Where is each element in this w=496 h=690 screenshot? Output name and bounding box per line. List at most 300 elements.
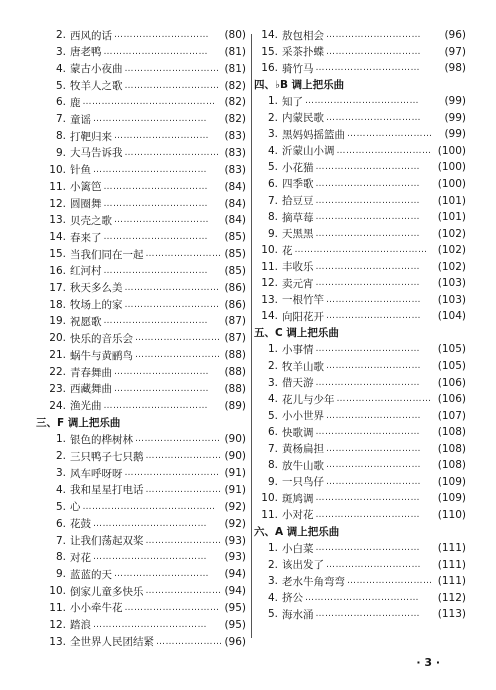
entry-leader-dots: ……………………………… — [93, 619, 207, 630]
toc-entry[interactable] — [258, 258, 466, 276]
toc-entry[interactable] — [46, 77, 246, 95]
entry-number: 11. — [261, 260, 278, 273]
entry-number: 10. — [261, 244, 278, 257]
entry-page: (89) — [224, 399, 246, 412]
toc-entry[interactable] — [46, 279, 246, 297]
toc-entry[interactable] — [258, 506, 466, 524]
entry-leader-dots: …………………………… — [315, 377, 420, 388]
entry-number: 3. — [55, 467, 66, 480]
entry-leader-dots: …………………………… — [315, 195, 420, 206]
entry-number: 7. — [55, 534, 66, 547]
entry-page: (106) — [437, 376, 466, 389]
entry-leader-dots: ………………………… — [124, 80, 220, 91]
entry-number: 8. — [267, 459, 278, 472]
section-heading: 五、C 调上把乐曲 — [254, 327, 339, 340]
entry-number: 12. — [49, 618, 66, 631]
toc-entry[interactable] — [258, 109, 466, 127]
entry-leader-dots: …………………… — [145, 249, 222, 260]
entry-page: (99) — [444, 111, 466, 124]
entry-leader-dots: …………………… — [145, 451, 222, 462]
entry-title: 牧羊山歌 — [282, 360, 324, 373]
entry-leader-dots: …………………… — [145, 535, 222, 546]
entry-title: 圆圈舞 — [70, 198, 102, 210]
toc-entry[interactable] — [46, 633, 246, 651]
toc-entry[interactable] — [258, 92, 466, 110]
entry-title: 黄杨扁担 — [282, 443, 324, 456]
entry-title: 让我们荡起双桨 — [70, 535, 144, 547]
entry-title: 三只鸭子七只鹅 — [70, 450, 144, 463]
entry-title: 鹿 — [70, 96, 81, 109]
entry-number: 14. — [49, 231, 66, 244]
entry-title: 贝壳之歌 — [70, 214, 112, 227]
entry-leader-dots: ……………………… — [135, 350, 221, 361]
entry-number: 14. — [261, 29, 278, 41]
entry-title: 针鱼 — [70, 164, 91, 177]
entry-number: 5. — [267, 608, 278, 621]
entry-title: 唐老鸭 — [70, 46, 102, 59]
entry-number: 5. — [267, 409, 278, 422]
entry-title: 秋天多么美 — [70, 282, 123, 295]
entry-leader-dots: …………………………………… — [294, 245, 428, 256]
entry-title: 天黑黑 — [282, 228, 314, 241]
entry-page: (100) — [437, 144, 466, 157]
entry-title: 采茶扑蝶 — [282, 46, 324, 59]
entry-page: (87) — [224, 332, 246, 345]
entry-page: (107) — [437, 409, 466, 422]
entry-page: (96) — [444, 29, 466, 41]
entry-leader-dots: ………………………… — [326, 294, 421, 305]
entry-leader-dots: ……………………… — [347, 129, 433, 140]
entry-leader-dots: ………………………… — [336, 145, 432, 156]
entry-page: (81) — [224, 45, 246, 58]
toc-entry[interactable] — [258, 340, 466, 358]
toc-entry[interactable] — [258, 26, 466, 44]
entry-leader-dots: ……………………………… — [305, 592, 419, 603]
entry-leader-dots: ……………………………… — [93, 552, 207, 563]
entry-page: (99) — [444, 95, 466, 108]
entry-title: 红河村 — [70, 265, 102, 278]
toc-entry[interactable] — [258, 43, 466, 61]
entry-title: 该出发了 — [282, 559, 324, 572]
entry-page: (85) — [224, 248, 246, 261]
toc-entry[interactable] — [46, 464, 246, 482]
entry-title: 挤公 — [282, 592, 303, 605]
toc-entry[interactable] — [258, 489, 466, 507]
toc-entry[interactable] — [46, 582, 246, 600]
toc-entry[interactable] — [46, 262, 246, 280]
entry-title: 小小世界 — [282, 410, 324, 423]
entry-page: (104) — [437, 310, 466, 323]
entry-number: 10. — [49, 163, 66, 176]
entry-page: (103) — [437, 277, 466, 290]
entry-page: (94) — [224, 568, 246, 581]
toc-entry[interactable] — [258, 556, 466, 574]
entry-page: (83) — [224, 163, 246, 176]
entry-leader-dots: ………………………… — [326, 559, 421, 570]
entry-title: 借天游 — [282, 377, 314, 390]
entry-leader-dots: ………………………… — [124, 468, 220, 479]
entry-number: 11. — [49, 180, 66, 193]
entry-title: 沂蒙山小调 — [282, 145, 335, 158]
entry-title: 一根竹竿 — [282, 294, 324, 307]
entry-page: (87) — [224, 315, 246, 328]
entry-title: 丰收乐 — [282, 261, 314, 274]
entry-number: 21. — [49, 349, 66, 362]
entry-page: (100) — [437, 177, 466, 190]
entry-title: 春来了 — [70, 231, 102, 244]
toc-entry[interactable] — [258, 192, 466, 210]
entry-leader-dots: …………………………………… — [82, 97, 216, 108]
toc-entry[interactable] — [258, 158, 466, 176]
entry-page: (91) — [224, 467, 246, 480]
entry-number: 2. — [55, 29, 66, 41]
toc-entry[interactable] — [46, 329, 246, 347]
entry-leader-dots: ……………………………… — [305, 96, 419, 107]
entry-leader-dots: ………………………… — [114, 215, 209, 226]
entry-number: 9. — [55, 146, 66, 159]
entry-title: 花 — [282, 244, 293, 257]
entry-title: 我和星星打电话 — [70, 484, 144, 497]
toc-entry[interactable] — [258, 175, 466, 193]
toc-entry[interactable] — [258, 225, 466, 243]
entry-number: 1. — [267, 95, 278, 108]
entry-title: 知了 — [282, 95, 303, 108]
toc-entry[interactable] — [46, 60, 246, 78]
entry-title: 黑妈妈摇篮曲 — [282, 128, 345, 141]
entry-page: (83) — [224, 130, 246, 143]
entry-page: (105) — [437, 343, 466, 356]
entry-leader-dots: …………………………… — [315, 278, 420, 289]
entry-number: 19. — [49, 315, 66, 328]
toc-entry[interactable] — [258, 274, 466, 292]
entry-number: 8. — [55, 551, 66, 564]
entry-number: 16. — [261, 62, 278, 75]
entry-number: 7. — [267, 442, 278, 455]
toc-entry[interactable] — [46, 532, 246, 550]
entry-number: 2. — [55, 450, 66, 463]
entry-number: 4. — [55, 62, 66, 75]
entry-leader-dots: ………………………… — [326, 476, 421, 487]
toc-entry[interactable] — [258, 605, 466, 623]
entry-leader-dots: ………………………… — [326, 361, 421, 371]
toc-entry[interactable] — [46, 515, 246, 533]
entry-title: 小对花 — [282, 509, 314, 522]
toc-entry[interactable] — [46, 144, 246, 162]
entry-title: 西风的话 — [70, 29, 112, 42]
entry-number: 17. — [49, 281, 66, 294]
entry-page: (80) — [224, 29, 246, 41]
entry-number: 12. — [261, 277, 278, 290]
entry-page: (110) — [437, 508, 466, 521]
toc-entry[interactable] — [258, 291, 466, 309]
entry-leader-dots: ………………………… — [114, 367, 209, 377]
entry-number: 2. — [267, 111, 278, 124]
entry-number: 16. — [49, 264, 66, 277]
entry-leader-dots: …………………………… — [103, 316, 208, 327]
toc-entry[interactable] — [258, 357, 466, 375]
entry-page: (101) — [437, 211, 466, 224]
toc-entry[interactable] — [258, 539, 466, 557]
toc-entry[interactable] — [258, 390, 466, 408]
entry-number: 5. — [55, 79, 66, 92]
entry-page: (102) — [437, 244, 466, 257]
entry-number: 6. — [267, 177, 278, 190]
section-heading: 四、♭B 调上把乐曲 — [254, 79, 345, 92]
entry-page: (88) — [224, 382, 246, 395]
entry-page: (94) — [224, 585, 246, 598]
entry-page: (86) — [224, 298, 246, 311]
toc-entry[interactable] — [46, 127, 246, 145]
entry-page: (108) — [437, 459, 466, 472]
entry-title: 打靶归来 — [70, 130, 112, 143]
entry-number: 11. — [261, 508, 278, 521]
entry-title: 心 — [70, 501, 81, 514]
toc-entry[interactable] — [46, 599, 246, 617]
entry-title: 小篱笆 — [70, 181, 102, 194]
entry-title: 海水涌 — [282, 608, 314, 621]
toc-entry[interactable] — [46, 498, 246, 516]
entry-page: (108) — [437, 426, 466, 439]
entry-leader-dots: …………………………………… — [82, 501, 216, 512]
entry-leader-dots: ……………………………… — [93, 164, 207, 175]
entry-title: 摘草莓 — [282, 211, 314, 224]
entry-title: 放牛山歌 — [282, 459, 324, 472]
entry-leader-dots: …………………………… — [315, 178, 420, 189]
entry-leader-dots: ………………………… — [336, 394, 432, 405]
entry-leader-dots: …………………………… — [315, 493, 420, 504]
toc-entry[interactable] — [46, 211, 246, 229]
entry-number: 3. — [267, 376, 278, 389]
entry-number: 7. — [55, 113, 66, 126]
entry-leader-dots: ………………………… — [114, 569, 209, 580]
entry-page: (98) — [444, 62, 466, 75]
entry-title: 卖元宵 — [282, 277, 314, 290]
entry-page: (86) — [224, 281, 246, 294]
entry-number: 10. — [261, 492, 278, 505]
entry-number: 18. — [49, 298, 66, 311]
toc-entry[interactable] — [46, 178, 246, 196]
entry-leader-dots: ……………………………… — [93, 518, 207, 529]
entry-leader-dots: ………………………… — [326, 30, 421, 40]
entry-page: (102) — [437, 227, 466, 240]
toc-entry[interactable] — [258, 407, 466, 425]
entry-leader-dots: ………………………… — [124, 299, 220, 310]
entry-page: (92) — [224, 500, 246, 513]
entry-title: 对花 — [70, 551, 91, 564]
toc-entry[interactable] — [46, 245, 246, 263]
toc-entry[interactable] — [46, 110, 246, 128]
entry-number: 9. — [55, 568, 66, 581]
entry-number: 23. — [49, 382, 66, 395]
entry-leader-dots: ………………………… — [114, 131, 209, 142]
entry-title: 大马告诉我 — [70, 147, 123, 160]
entry-leader-dots: …………………………… — [315, 162, 420, 173]
entry-page: (111) — [437, 575, 466, 588]
entry-page: (84) — [224, 197, 246, 210]
toc-entry[interactable] — [258, 59, 466, 77]
entry-page: (106) — [437, 393, 466, 406]
toc-entry[interactable] — [46, 447, 246, 465]
entry-number: 12. — [49, 197, 66, 210]
entry-title: 敖包相会 — [282, 29, 324, 42]
entry-number: 5. — [267, 161, 278, 174]
entry-page: (105) — [437, 360, 466, 372]
entry-number: 1. — [267, 542, 278, 555]
entry-page: (101) — [437, 194, 466, 207]
entry-leader-dots: …………………………… — [315, 228, 420, 239]
entry-leader-dots: ………………………… — [124, 147, 220, 158]
toc-entry[interactable] — [258, 125, 466, 143]
toc-entry[interactable] — [46, 228, 246, 246]
entry-leader-dots: ………………………… — [124, 282, 220, 293]
entry-title: 蓝蓝的天 — [70, 568, 112, 581]
entry-page: (93) — [224, 551, 246, 564]
entry-title: 拾豆豆 — [282, 195, 314, 207]
entry-leader-dots: …………………………… — [103, 181, 208, 192]
entry-title: 蒙古小夜曲 — [70, 63, 123, 76]
entry-leader-dots: ………………………… — [326, 311, 421, 322]
entry-leader-dots: …………………………… — [315, 212, 420, 223]
entry-leader-dots: …………………………… — [103, 400, 208, 411]
toc-entry[interactable] — [258, 572, 466, 590]
toc-entry[interactable] — [46, 430, 246, 448]
entry-number: 11. — [49, 601, 66, 614]
entry-number: 4. — [267, 144, 278, 157]
entry-number: 6. — [267, 426, 278, 439]
toc-entry[interactable] — [258, 473, 466, 491]
entry-number: 6. — [55, 96, 66, 109]
entry-leader-dots: …………………………… — [315, 261, 420, 272]
toc-entry[interactable] — [46, 161, 246, 179]
toc-entry[interactable] — [258, 307, 466, 325]
toc-entry[interactable] — [258, 241, 466, 259]
entry-title: 西藏舞曲 — [70, 383, 112, 396]
entry-number: 20. — [49, 332, 66, 345]
entry-leader-dots: …………………………… — [315, 543, 420, 554]
entry-page: (96) — [224, 635, 246, 648]
section-heading: 六、A 调上把乐曲 — [254, 526, 340, 538]
entry-title: 花鼓 — [70, 518, 91, 531]
entry-leader-dots: ……………………………… — [93, 114, 207, 125]
entry-title: 小花猫 — [282, 161, 314, 174]
toc-entry[interactable] — [258, 456, 466, 474]
entry-number: 1. — [267, 343, 278, 356]
toc-entry[interactable] — [46, 26, 246, 44]
entry-title: 一只鸟仔 — [282, 476, 324, 489]
toc-entry[interactable] — [46, 93, 246, 111]
entry-title: 内蒙民歌 — [282, 112, 324, 125]
toc-entry[interactable] — [258, 440, 466, 458]
entry-title: 向阳花开 — [282, 310, 324, 323]
entry-page: (84) — [224, 214, 246, 227]
entry-page: (100) — [437, 161, 466, 174]
entry-title: 小小牵牛花 — [70, 602, 123, 615]
toc-entry[interactable] — [46, 312, 246, 330]
entry-title: 老水牛角弯弯 — [282, 575, 345, 588]
entry-title: 花儿与少年 — [282, 393, 335, 406]
entry-number: 15. — [261, 45, 278, 58]
toc-entry[interactable] — [46, 616, 246, 634]
toc-entry[interactable] — [46, 397, 246, 415]
entry-page: (90) — [224, 433, 246, 446]
toc-entry[interactable] — [46, 565, 246, 583]
entry-number: 8. — [55, 130, 66, 143]
toc-entry[interactable] — [258, 374, 466, 392]
entry-number: 13. — [49, 635, 66, 648]
toc-entry[interactable] — [258, 142, 466, 160]
entry-number: 24. — [49, 399, 66, 412]
entry-leader-dots: ………………………… — [114, 383, 209, 394]
entry-number: 2. — [267, 558, 278, 571]
toc-entry[interactable] — [258, 208, 466, 226]
toc-entry[interactable] — [46, 346, 246, 364]
entry-title: 倒家儿童多快乐 — [70, 585, 144, 598]
entry-title: 小事情 — [282, 343, 314, 356]
entry-page: (95) — [224, 618, 246, 631]
entry-title: 当我们同在一起 — [70, 248, 144, 261]
entry-title: 牧场上的家 — [70, 299, 123, 312]
entry-page: (109) — [437, 475, 466, 488]
entry-page: (102) — [437, 260, 466, 273]
toc-entry[interactable] — [46, 43, 246, 61]
entry-number: 13. — [261, 293, 278, 306]
entry-leader-dots: ………………… — [156, 636, 223, 647]
entry-page: (81) — [224, 62, 246, 75]
entry-leader-dots: ………………………… — [326, 112, 421, 123]
entry-number: 9. — [267, 227, 278, 240]
toc-entry[interactable] — [46, 380, 246, 398]
toc-entry[interactable] — [46, 363, 246, 381]
section-heading: 三、F 调上把乐曲 — [36, 417, 121, 430]
entry-title: 快乐的音乐会 — [70, 332, 133, 345]
entry-page: (111) — [437, 558, 466, 571]
entry-leader-dots: …………………………… — [103, 232, 208, 243]
entry-page: (82) — [224, 79, 246, 92]
entry-number: 14. — [261, 310, 278, 323]
entry-number: 4. — [55, 483, 66, 496]
toc-entry[interactable] — [46, 296, 246, 314]
page-number: · 3 · — [416, 656, 440, 669]
entry-title: 牧羊人之歌 — [70, 80, 123, 93]
entry-page: (88) — [224, 349, 246, 362]
entry-page: (99) — [444, 128, 466, 141]
entry-page: (103) — [437, 293, 466, 306]
toc-entry[interactable] — [46, 481, 246, 499]
entry-number: 6. — [55, 517, 66, 530]
entry-page: (113) — [437, 608, 466, 621]
entry-leader-dots: ………………………… — [326, 46, 421, 57]
entry-page: (82) — [224, 96, 246, 109]
entry-title: 全世界人民团结紧 — [70, 636, 154, 649]
entry-leader-dots: ……………………… — [135, 333, 221, 344]
column-divider — [251, 34, 252, 638]
entry-title: 渔光曲 — [70, 400, 102, 413]
entry-page: (90) — [224, 450, 246, 463]
entry-title: 小白菜 — [282, 542, 314, 555]
entry-leader-dots: ……………………… — [347, 576, 433, 587]
entry-page: (83) — [224, 146, 246, 159]
toc-entry[interactable] — [258, 423, 466, 441]
entry-leader-dots: …………………… — [145, 586, 222, 597]
entry-leader-dots: …………………………… — [103, 46, 208, 57]
toc-entry[interactable] — [258, 589, 466, 607]
entry-leader-dots: …………………… — [145, 484, 222, 495]
entry-number: 3. — [267, 575, 278, 588]
toc-entry[interactable] — [46, 548, 246, 566]
entry-leader-dots: …………………………… — [315, 63, 420, 74]
toc-entry[interactable] — [46, 195, 246, 213]
entry-page: (97) — [444, 45, 466, 58]
